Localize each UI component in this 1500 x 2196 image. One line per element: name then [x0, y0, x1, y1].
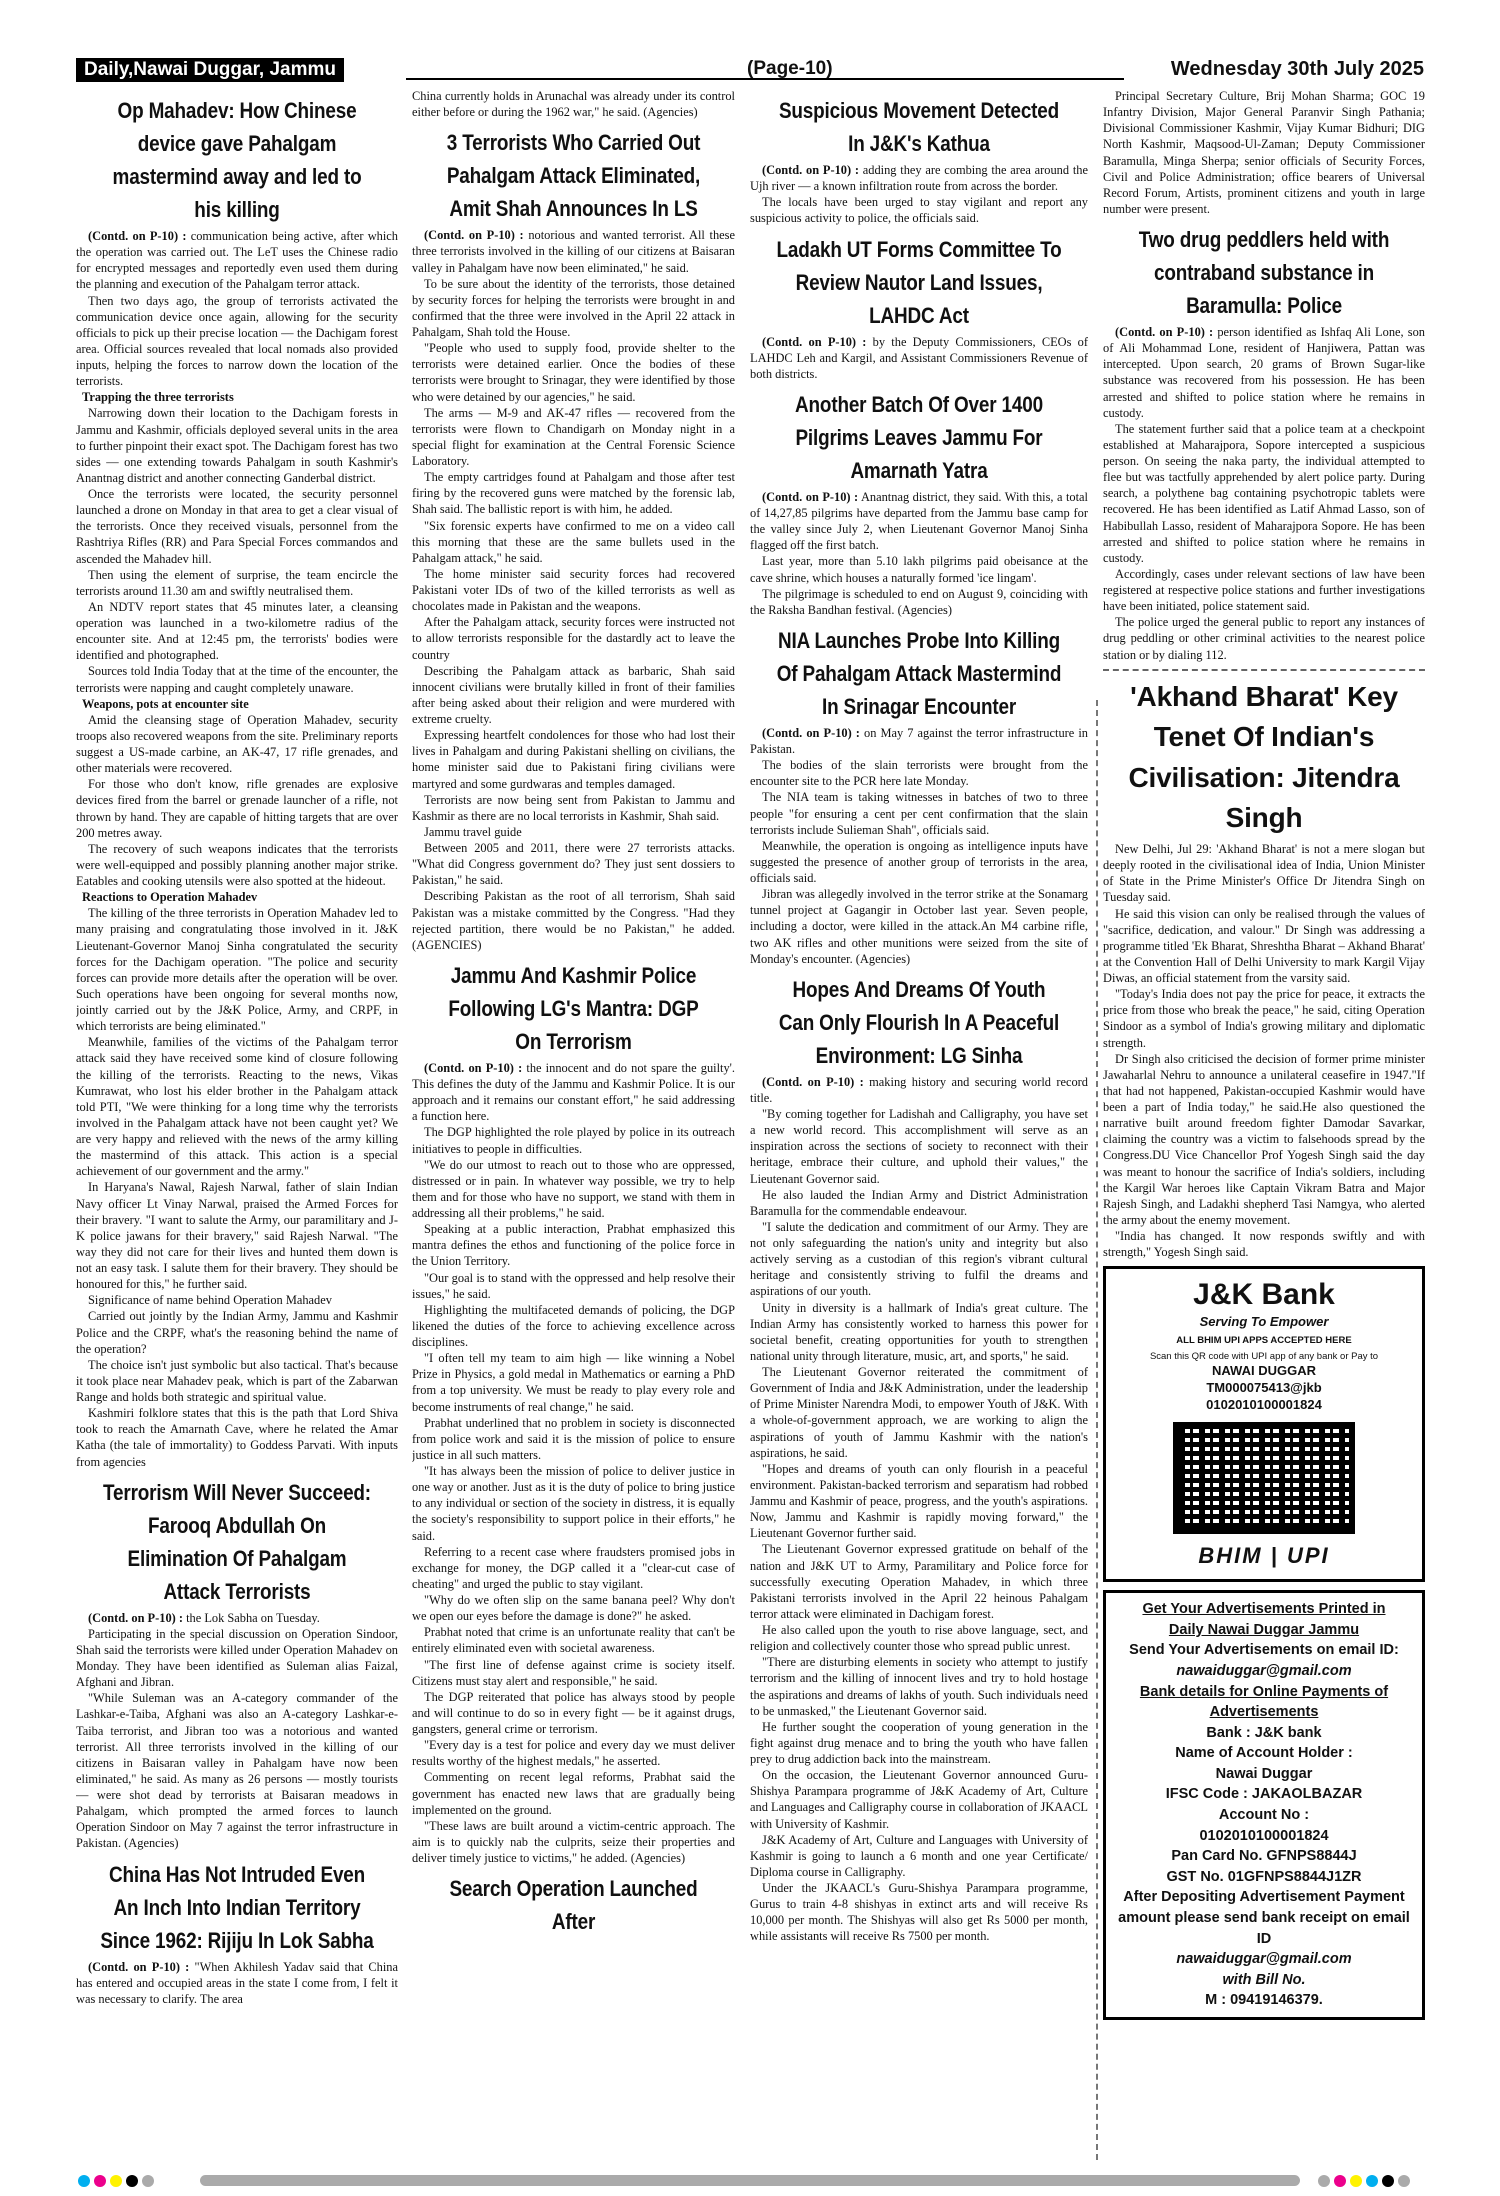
- ad-text: Send Your Advertisements on email ID:: [1129, 1642, 1399, 1659]
- paragraph: The DGP highlighted the role played by police in its outreach initiatives to people in difficulties.: [412, 1125, 735, 1156]
- ad-email[interactable]: nawaiduggar@gmail.com: [1176, 1662, 1352, 1679]
- paragraph: Meanwhile, the operation is ongoing as intelligence inputs have suggested the presence of another group of terrorists in the area, officials said.: [750, 838, 1088, 885]
- black-dot: [1382, 2175, 1394, 2187]
- paragraph: (Contd. on P-10) : the Lok Sabha on Tuesday.: [88, 1610, 320, 1625]
- paragraph: "While Suleman was an A-category commander of the Lashkar-e-Taiba, Afghani was also an A-category Lashkar-e-Taiba terrorist, and Jibran too was a notorious and wanted terrorist. All three terrorists involved in the killing of our citizens in Baisaran valley in Pahalgam have now been eliminated," he said. As many as 26 persons — mostly tourists — were shot dead by terrorists at Baisaran meadows in Pahalgam, which prompted the armed forces to launch Operation Sindoor on May 7 against the terror infrastructure in Pakistan. (Agencies): [76, 1691, 398, 1851]
- contd-label: (Contd. on P-10) :: [424, 1060, 523, 1075]
- paragraph: Meanwhile, families of the victims of the Pahalgam terror attack said they have received some kind of closure following the killing of the terrorists. Reacting to the news, Vikas Kumrawat, who lost his elder brother in the Pahalgam attack told PTI, "We were thinking for a long time why the terrorists involved in the Pahalgam attack have not been caught yet? We are very happy and relieved with the news of the army killing the mastermind of this attack. This action is a special achievement of our government and the army.": [76, 1035, 398, 1179]
- paragraph: Principal Secretary Culture, Brij Mohan Sharma; GOC 19 Infantry Division, Major General Paranvir Singh Pathania; Divisional Commissioner Kashmir, Vijay Kumar Bidhuri; DIG North Kashmir, Maqsood-Ul-Zaman; Deputy Commissioner Baramulla, Minga Sherpa; senior officials of Security Forces, Civil and Police Administration; office bearers of Universal Record Forum, Artists, prominent citizens and youth in large number were present.: [1103, 89, 1425, 216]
- paragraph: Describing Pakistan as the root of all terrorism, Shah said Pakistan was a mistake committed by the Congress. "Had they rejected partition, there would be no Pakistan," he added. (AGENCIES): [412, 889, 735, 952]
- headline-drug-peddlers: Two drug peddlers held with contraband substance in Baramulla: Police: [1138, 227, 1390, 318]
- grey-dot: [142, 2175, 154, 2187]
- ad-phone: M : 09419146379.: [1205, 1992, 1323, 2009]
- paragraph: Narrowing down their location to the Dachigam forests in Jammu and Kashmir, officials deployed several units in the area to further pinpoint their exact spot. The Dachigam forest has two sides — one extending towards Pahalgam in south Kashmir's Anantnag district and another connecting Ganderbal district.: [76, 406, 398, 485]
- paragraph: "There are disturbing elements in society who attempt to justify terrorism and the killing of innocent lives and try to hold hostage the aspirations and dreams of lakhs of youth. Such individuals need to be unmasked," the Lieutenant Governor said.: [750, 1655, 1088, 1718]
- yellow-dot: [1350, 2175, 1362, 2187]
- magenta-dot: [94, 2175, 106, 2187]
- paragraph: Significance of name behind Operation Mahadev: [88, 1293, 332, 1308]
- ad-email[interactable]: nawaiduggar@gmail.com: [1176, 1951, 1352, 1968]
- paragraph: (Contd. on P-10) : person identified as Ishfaq Ali Lone, son of Ali Mohammad Lone, resident of Hanjiwera, Pattan was intercepted. Upon search, 20 grams of Brown Sugar-like substance was recovered from his possession. He has been arrested and shifted to police station where he remains in custody.: [1103, 325, 1425, 420]
- contd-label: (Contd. on P-10) :: [88, 1959, 190, 1974]
- bhim-upi-logo: BHIM | UPI: [1198, 1542, 1330, 1568]
- paragraph: "I salute the dedication and commitment of our Army. They are not only safeguarding the nation's unity and integrity but also actively serving as a custodian of this region's vibrant cultural heritage and consistently striving to fulfil the dreams and aspirations of our youth.: [750, 1219, 1088, 1299]
- paragraph: He also called upon the youth to rise above language, sect, and religion and collectively counter those who spread public unrest.: [750, 1623, 1088, 1654]
- grey-dot: [1398, 2175, 1410, 2187]
- contd-label: (Contd. on P-10) :: [762, 334, 867, 349]
- ad-text: 0102010100001824: [1206, 1396, 1322, 1412]
- paragraph: (Contd. on P-10) : adding they are combing the area around the Ujh river — a known infiltration route from across the border.: [750, 163, 1088, 194]
- paragraph: (Contd. on P-10) : Anantnag district, they said. With this, a total of 14,27,85 pilgrims have departed from the Jammu base camp for the valley since July 2, when Lieutenant Governor Manoj Sinha flagged off the first batch.: [750, 489, 1088, 553]
- headline-amarnath: Another Batch Of Over 1400 Pilgrims Leaves Jammu For Amarnath Yatra: [795, 391, 1043, 483]
- headline-op-mahadev: Op Mahadev: How Chinese device gave Pahalgam mastermind away and led to his killing: [112, 98, 362, 222]
- grey-dot: [1318, 2175, 1330, 2187]
- paragraph: On the occasion, the Lieutenant Governor announced Guru-Shishya Parampara programme of J&K Academy of Art, Culture and Languages and Calligraphy course in collaboration of JKAACL with University of Kashmir.: [750, 1768, 1088, 1831]
- paragraph: (Contd. on P-10) : notorious and wanted terrorist. All these three terrorists involved in the killing of our citizens at Baisaran valley in Pahalgam have now been eliminated," he said.: [412, 228, 735, 275]
- paragraph: China currently holds in Arunachal was already under its control either before or during the 1962 war," he said. (Agencies): [412, 89, 735, 120]
- paragraph: The recovery of such weapons indicates that the terrorists were well-equipped and possibly planning another major strike. Eatables and cooking utensils were also spotted at the hideout.: [76, 841, 398, 888]
- paragraph: "These laws are built around a victim-centric approach. The aim is to quickly nab the culprits, seize their properties and deliver timely justice to victims," he added. (Agencies): [412, 1818, 735, 1865]
- paragraph: (Contd. on P-10) : communication being active, after which the operation was carried out. The LeT uses the Chinese radio for encrypted messages and reportedly even used them during the planning and execution of the Pahalgam terror attack.: [76, 229, 398, 292]
- paragraph: He said this vision can only be realised through the values of "sacrifice, dedication, and valour." Dr Singh was addressing a programme titled 'Ek Bharat, Shreshtha Bharat – Akhand Bharat' at the Convention Hall of Delhi University to mark Kargil Vijay Diwas, an official statement from the varsity said.: [1103, 906, 1425, 985]
- paragraph: (Contd. on P-10) : by the Deputy Commissioners, CEOs of LAHDC Leh and Kargil, and Assistant Commissioners Revenue of both districts.: [750, 334, 1088, 381]
- headline-ladakh: Ladakh UT Forms Committee To Review Nautor Land Issues, LAHDC Act: [776, 236, 1062, 328]
- paragraph: Jammu travel guide: [424, 824, 522, 839]
- paragraph: Then two days ago, the group of terrorists activated the communication device once again, allowing for the security officials to pick up their precise location — the Dachigam forest area. Official sources revealed that local nomads also provided inputs, helping the forces to narrow down the location of the terrorists.: [76, 293, 398, 389]
- page-number: (Page-10): [747, 58, 833, 79]
- paragraph: (Contd. on P-10) : on May 7 against the terror infrastructure in Pakistan.: [750, 725, 1088, 756]
- paragraph: The statement further said that a police team at a checkpoint established at Maharajpora, Sopore intercepted a suspicious person. On seeing the naka party, the individual attempted to flee but was tactfully apprehended by alert police party. During search, a polythene bag containing psychotropic tablets were recovered. He has been identified as Latif Ahmad Lasso, son of Habibullah Lasso, resident of Maharajpora Sopore. He has been arrested and shifted to police station where he remains in custody.: [1103, 421, 1425, 565]
- issue-date: Wednesday 30th July 2025: [1170, 58, 1424, 80]
- ad-text: Nawai Duggar: [1215, 1765, 1313, 1782]
- yellow-dot: [110, 2175, 122, 2187]
- paragraph: Accordingly, cases under relevant sections of law have been registered at respective police stations and further investigations have been initiated, police statement said.: [1103, 566, 1425, 614]
- paragraph: The NIA team is taking witnesses in batches of two to three people "for ensuring a cent per cent confirmation that the slain terrorists include Sulieman Shah", officials said.: [750, 790, 1088, 837]
- paragraph: Once the terrorists were located, the security personnel launched a drone on Monday in that area to get a clear visual of the terrorists. Once they received visuals, personnel from the Rashtriya Rifles (RR) and Para Special Forces commandos and ascended the Mahadev hill.: [76, 487, 398, 566]
- paragraph: "By coming together for Ladishah and Calligraphy, you have set a new world record. This accomplishment will serve as an inspiration across the sections of society to reconnect with their heritage, embrace their culture, and uphold their values," the Lieutenant Governor said.: [750, 1107, 1088, 1186]
- paragraph: Describing the Pahalgam attack as barbaric, Shah said innocent civilians were brutally killed in front of their families after being asked about their religion and were murdered with extreme cruelty.: [412, 663, 735, 726]
- masthead: [76, 58, 1424, 84]
- cyan-dot: [1366, 2175, 1378, 2187]
- contd-label: (Contd. on P-10) :: [762, 1074, 864, 1089]
- paragraph: Highlighting the multifaceted demands of policing, the DGP likened the duties of the force to achieving excellence across disciplines.: [412, 1302, 735, 1349]
- column-divider: [1096, 700, 1098, 2160]
- paragraph: Amid the cleansing stage of Operation Mahadev, security troops also recovered weapons from the site. Preliminary reports suggest a US-made carbine, an AK-47, 17 rifle grenades, and other materials were recovered.: [76, 712, 398, 776]
- paragraph: The choice isn't just symbolic but also tactical. That's because it took place near Mahadev peak, which is part of the Zabarwan Range and holds both strategic and spiritual value.: [76, 1357, 398, 1404]
- registration-marks-right: [1318, 2174, 1414, 2188]
- paragraph: "I often tell my team to aim high — like winning a Nobel Prize in Physics, a gold medal in Mathematics or earning a PhD from a top university. We must be ready to play every role and become instruments of real change," he said.: [412, 1351, 735, 1414]
- paragraph: "The first line of defense against crime is society itself. Citizens must stay alert and responsible," he said.: [412, 1657, 735, 1688]
- paper-name: Daily,Nawai Duggar, Jammu: [76, 58, 344, 82]
- contd-label: (Contd. on P-10) :: [1115, 325, 1214, 339]
- headline-dgp-terrorism: Jammu And Kashmir Police Following LG's Mantra: DGP On Terrorism: [448, 962, 699, 1054]
- contd-label: (Contd. on P-10) :: [762, 163, 859, 177]
- paragraph: The DGP reiterated that police has always stood by people and will continue to do so in every fight — be it against drugs, gangsters, general crime or terrorism.: [412, 1689, 735, 1736]
- paragraph: "People who used to supply food, provide shelter to the terrorists were detained earlier. Once the bodies of these terrorists were brought to Srinagar, they were identified by those who were detained by our agencies," he said.: [412, 341, 735, 404]
- cyan-dot: [78, 2175, 90, 2187]
- contd-label: (Contd. on P-10) :: [88, 229, 187, 243]
- headline-lg-sinha: Hopes And Dreams Of Youth Can Only Flourish In A Peaceful Environment: LG Sinha: [778, 976, 1060, 1068]
- contd-label: (Contd. on P-10) :: [762, 725, 860, 740]
- ad-text: Name of Account Holder :: [1175, 1745, 1353, 1762]
- ad-text: Get Your Advertisements Printed in: [1142, 1601, 1386, 1618]
- headline-amit-shah: 3 Terrorists Who Carried Out Pahalgam Attack Eliminated, Amit Shah Announces In LS: [446, 130, 701, 222]
- registration-marks-left: [78, 2174, 158, 2188]
- paragraph: The arms — M-9 and AK-47 rifles — recovered from the terrorists were flown to Chandigarh on Monday night in a special flight for examination at the Central Forensic Science Laboratory.: [412, 405, 735, 468]
- paragraph: Sources told India Today that at the time of the encounter, the terrorists were napping and caught completely unaware.: [76, 664, 398, 695]
- headline-farooq-abdullah: Terrorism Will Never Succeed: Farooq Abdullah On Elimination Of Pahalgam Attack Terrorists: [103, 1479, 371, 1604]
- ad-text: Pan Card No. GFNPS8844J: [1171, 1848, 1357, 1865]
- paragraph: An NDTV report states that 45 minutes later, a cleansing operation was launched in a two-kilometre radius of the encounter site. And at 12:45 pm, the terrorists' bodies were identified and photographed.: [76, 599, 398, 663]
- ad-text: Bank : J&K bank: [1206, 1724, 1322, 1741]
- paragraph: (Contd. on P-10) : the innocent and do not spare the guilty'. This defines the duty of the Jammu and Kashmir Police. It is our approach and it remains our constant effort," he said addressing a function here.: [412, 1060, 735, 1124]
- paragraph: He further sought the cooperation of young generation in the fight against drug menace and to bring the youth who have fallen prey to drug addiction back into the mainstream.: [750, 1719, 1088, 1766]
- jk-bank-advertisement: [1103, 1266, 1425, 1582]
- subheading: Weapons, pots at encounter site: [82, 696, 249, 711]
- ad-text: NAWAI DUGGAR: [1212, 1362, 1316, 1378]
- paragraph: The police urged the general public to report any instances of drug peddling or other criminal activities to the nearest police station or by dialing 112.: [1103, 615, 1425, 662]
- headline-nia: NIA Launches Probe Into Killing Of Pahalgam Attack Mastermind In Srinagar Encounter: [776, 627, 1062, 719]
- contd-label: (Contd. on P-10) :: [88, 1610, 183, 1625]
- ad-text: 0102010100001824: [1199, 1827, 1329, 1844]
- paragraph: Carried out jointly by the Indian Army, Jammu and Kashmir Police and the CRPF, what's the reasoning behind the name of the operation?: [76, 1309, 398, 1356]
- paragraph: "Hopes and dreams of youth can only flourish in a peaceful environment. Pakistan-backed terrorism and separatism had robbed Jammu and Kashmir of peace, progress, and the youth's aspirations. Now, Jammu and Kashmir is rapidly moving forward," the Lieutenant Governor further said.: [750, 1461, 1088, 1541]
- paragraph: "Our goal is to stand with the oppressed and help resolve their issues," he said.: [412, 1270, 735, 1301]
- paragraph: "Every day is a test for police and every day we must deliver results worthy of the highest medals," he asserted.: [412, 1738, 735, 1769]
- column-4: [1103, 88, 1425, 2158]
- paragraph: Under the JKAACL's Guru-Shishya Parampara programme, Gurus to train 4-8 shishyas in extinct arts and will receive Rs 10,000 per month. The Shishyas will also get Rs 5000 per month, while assistants will receive Rs 7500 per month.: [750, 1881, 1088, 1944]
- paragraph: He also lauded the Indian Army and District Administration Baramulla for the commendable endeavour.: [750, 1187, 1088, 1218]
- paragraph: The bodies of the slain terrorists were brought from the encounter site to the PCR here late Monday.: [750, 758, 1088, 789]
- paragraph: Prabhat underlined that no problem in society is disconnected from police work and said it is the mission of police to ensure justice in all such matters.: [412, 1415, 735, 1462]
- paragraph: "Why do we often slip on the same banana peel? Why don't we open our eyes before the damage is done?" he asked.: [412, 1593, 735, 1624]
- headline-china-rijiju: China Has Not Intruded Even An Inch Into Indian Territory Since 1962: Rijiju In Lok Sabha: [100, 1861, 374, 1953]
- paragraph: The Lieutenant Governor reiterated the commitment of Government of India and J&K Administration, under the leadership of Prime Minister Narendra Modi, to empower Youth of J&K. With a whole-of-government approach, we are working to align the aspirations of youth of Jammu Kashmir with the nation's aspirations, he said.: [750, 1365, 1088, 1460]
- paragraph: New Delhi, Jul 29: 'Akhand Bharat' is not a mere slogan but deeply rooted in the civilisational idea of India, Union Minister of State in the Prime Minister's Office Dr Jitendra Singh on Tuesday said.: [1103, 842, 1425, 905]
- paragraph: The locals have been urged to stay vigilant and report any suspicious activity to police, the officials said.: [750, 195, 1088, 226]
- paragraph: "We do our utmost to reach out to those who are oppressed, distressed or in pain. In whatever way possible, we try to help them and for those who have no support, we stand with them in addressing all their problems," he said.: [412, 1157, 735, 1220]
- paragraph: In Haryana's Nawal, Rajesh Narwal, father of slain Indian Navy officer Lt Vinay Narwal, praised the Armed Forces for their bravery. "I want to salute the Army, our paramilitary and J-K police jawans for their bravery," said Rajesh Narwal. "The way they did not care for their lives and hunted them down is not an easy task. I salute them for their bravery. They should be honoured for this," he further said.: [76, 1180, 398, 1292]
- paragraph: After the Pahalgam attack, security forces were instructed not to allow terrorists responsible for the dastardly act to leave the country: [412, 615, 735, 662]
- magenta-dot: [1334, 2175, 1346, 2187]
- qr-code-icon: [1173, 1422, 1355, 1534]
- paragraph: Then using the element of surprise, the team encircle the terrorists around 11.30 am and swiftly neutralised them.: [76, 567, 398, 598]
- paragraph: Dr Singh also criticised the decision of former prime minister Jawaharlal Nehru to announce a unilateral ceasefire in 1947."If that had not happened, Pakistan-occupied Kashmir would have been a part of India today," he said.He also questioned the narrative built around freedom fighter Damodar Savarkar, claiming the country was a victim to falsehoods spread by the Congress.DU Vice Chancellor Prof Yogesh Singh said the day was meant to honour the sacrifice of India's soldiers, including the Kargil War heroes like Captain Vikram Batra and Major Rajesh Singh, and Ladakhi shepherd Tasi Namgya, who alerted the army about the enemy movement.: [1103, 1051, 1425, 1227]
- paragraph: Referring to a recent case where fraudsters promised jobs in exchange for money, the DGP called it a "clear-cut case of cheating" and urged the public to stay vigilant.: [412, 1544, 735, 1591]
- paragraph: "It has always been the mission of police to deliver justice in one way or another. Just as it is the duty of police to bring justice to any individual or section of the society in distress, it is equally the society's responsibility to support police in their efforts," he said.: [412, 1464, 735, 1543]
- subheading: Trapping the three terrorists: [82, 390, 234, 405]
- ad-text: with Bill No.: [1222, 1971, 1306, 1988]
- column-3: [750, 88, 1088, 2158]
- ad-text: After Depositing Advertisement Payment amount please send bank receipt on email ID: [1118, 1889, 1410, 1947]
- jk-bank-logo: J&K Bank Serving To Empower: [1193, 1278, 1335, 1330]
- contd-label: (Contd. on P-10) :: [424, 228, 524, 243]
- paragraph: "Today's India does not pay the price for peace, it extracts the price from those who break the peace," he said, citing Operation Sindoor as a symbol of India's growing military and diplomatic strength.: [1103, 987, 1425, 1050]
- paragraph: The empty cartridges found at Pahalgam and those after test firing by the recovered guns were matched by the forensic lab, Shah said. The ballistic report is with him, he added.: [412, 470, 735, 517]
- section-divider: [1103, 669, 1425, 671]
- paragraph: Unity in diversity is a hallmark of India's great culture. The Indian Army has consistently worked to harness this power for societal benefit, creating opportunities for youth to strengthen national unity through literature, music, art, and sports," he said.: [750, 1300, 1088, 1363]
- paragraph: Between 2005 and 2011, there were 27 terrorists attacks. "What did Congress government do? They just sent dossiers to Pakistan," he said.: [412, 841, 735, 888]
- paragraph: For those who don't know, rifle grenades are explosive devices fired from the barrel or grenade launcher of a rifle, not thrown by hand. They are capable of hitting targets that are over 200 metres away.: [76, 777, 398, 840]
- column-2: [412, 88, 735, 2158]
- paragraph: Last year, more than 5.10 lakh pilgrims paid obeisance at the cave shrine, which houses a naturally formed 'ice lingam'.: [750, 554, 1088, 585]
- column-1: [76, 88, 398, 2158]
- paragraph: Kashmiri folklore states that this is the path that Lord Shiva took to reach the Amarnath Cave, where he related the Amar Katha (the tale of immortality) to Goddess Parvati. With inputs from agencies: [76, 1406, 398, 1469]
- paragraph: J&K Academy of Art, Culture and Languages with University of Kashmir is going to launch a 6 month and one year Certificate/ Diploma course in Calligraphy.: [750, 1832, 1088, 1879]
- black-dot: [126, 2175, 138, 2187]
- advertisement-info-box: [1103, 1590, 1425, 2020]
- headline-kathua: Suspicious Movement Detected In J&K's Kathua: [778, 98, 1060, 156]
- contd-label: (Contd. on P-10) :: [762, 489, 859, 504]
- paragraph: The pilgrimage is scheduled to end on August 9, coinciding with the Raksha Bandhan festival. (Agencies): [750, 586, 1088, 617]
- paragraph: Jibran was allegedly involved in the terror strike at the Sonamarg tunnel project at Gagangir in October last year. Seven people, including a doctor, were killed in the attack.An M4 carbine rifle, two AK rifles and other munitions were seized from the site of Monday's encounter. (Agencies): [750, 887, 1088, 966]
- paragraph: Terrorists are now being sent from Pakistan to Jammu and Kashmir as there are no local terrorists in Kashmir, Shah said.: [412, 792, 735, 823]
- paragraph: The Lieutenant Governor expressed gratitude on behalf of the nation and J&K UT to Army, Paramilitary and Police force for successfully executing Operation Mahadev, in which three Pakistani terrorists involved in the April 22 heinous Pahalgam terror attack were eliminated in Dachigam forest.: [750, 1542, 1088, 1621]
- paragraph: "Six forensic experts have confirmed to me on a video call this morning that these are the same bullets used in the Pahalgam attack," he said.: [412, 518, 735, 565]
- ad-text: Daily Nawai Duggar Jammu: [1168, 1621, 1360, 1638]
- ad-text: Scan this QR code with UPI app of any bank or Pay to: [1149, 1351, 1379, 1363]
- paragraph: Participating in the special discussion on Operation Sindoor, Shah said the terrorists were killed under Operation Mahadev on Monday. They have been identified as Suleman alias Faizal, Afghani and Jibran.: [76, 1626, 398, 1690]
- paragraph: Speaking at a public interaction, Prabhat emphasized this mantra defines the ethos and functioning of the police force in the Union Territory.: [412, 1222, 735, 1269]
- ad-text: Bank details for Online Payments of Advertisements: [1139, 1683, 1389, 1721]
- paragraph: Expressing heartfelt condolences for those who had lost their lives in Pahalgam and during Pakistani shelling on civilians, the home minister said due to Pakistani firing civilians were martyred and some gurdwaras and temples damaged.: [412, 728, 735, 791]
- ad-text: ALL BHIM UPI APPS ACCEPTED HERE: [1176, 1335, 1352, 1347]
- ad-text: GST No. 01GFNPS8844J1ZR: [1166, 1868, 1362, 1885]
- paragraph: Prabhat noted that crime is an unfortunate reality that can't be entirely eliminated even with societal awareness.: [412, 1625, 735, 1656]
- paragraph: (Contd. on P-10) : "When Akhilesh Yadav said that China has entered and occupied areas in the state I come from, I felt it was necessary to clarify. The area: [76, 1959, 398, 2006]
- paragraph: The killing of the three terrorists in Operation Mahadev led to many praising and congratulating those involved in it. J&K Lieutenant-Governor Manoj Sinha congratulated the security forces for the Dachigam operation. "The police and security forces can provide more details after the operation will be over. Such operations have been ongoing for several months now, jointly carried out by the J&K Police, Army, and CRPF, in which terrorists are being eliminated.": [76, 906, 398, 1034]
- headline-akhand-bharat: 'Akhand Bharat' Key Tenet Of Indian's Civilisation: Jitendra Singh: [1128, 680, 1400, 834]
- paragraph: The home minister said security forces had recovered Pakistani voter IDs of two of the killed terrorists as well as chocolates made in Pakistan and the weapons.: [412, 566, 735, 614]
- paragraph: "India has changed. It now responds swiftly and with strength," Yogesh Singh said.: [1103, 1229, 1425, 1260]
- ad-text: Account No :: [1218, 1807, 1310, 1824]
- headline-search-operation: Search Operation Launched After: [449, 1876, 698, 1935]
- paragraph: (Contd. on P-10) : making history and securing world record title.: [750, 1074, 1088, 1105]
- subheading: Reactions to Operation Mahadev: [82, 890, 258, 905]
- paragraph: Commenting on recent legal reforms, Prabhat said the government has enacted new laws that are gradually being implemented on the ground.: [412, 1770, 735, 1817]
- registration-bar: [200, 2175, 1300, 2186]
- paragraph: To be sure about the identity of the terrorists, those detained by security forces for helping the terrorists were brought in and confirmed that the three were involved in the April 22 attack in Pahalgam, Shah told the House.: [412, 276, 735, 339]
- ad-text: IFSC Code : JAKAOLBAZAR: [1165, 1786, 1363, 1803]
- ad-text: TM000075413@jkb: [1206, 1379, 1322, 1395]
